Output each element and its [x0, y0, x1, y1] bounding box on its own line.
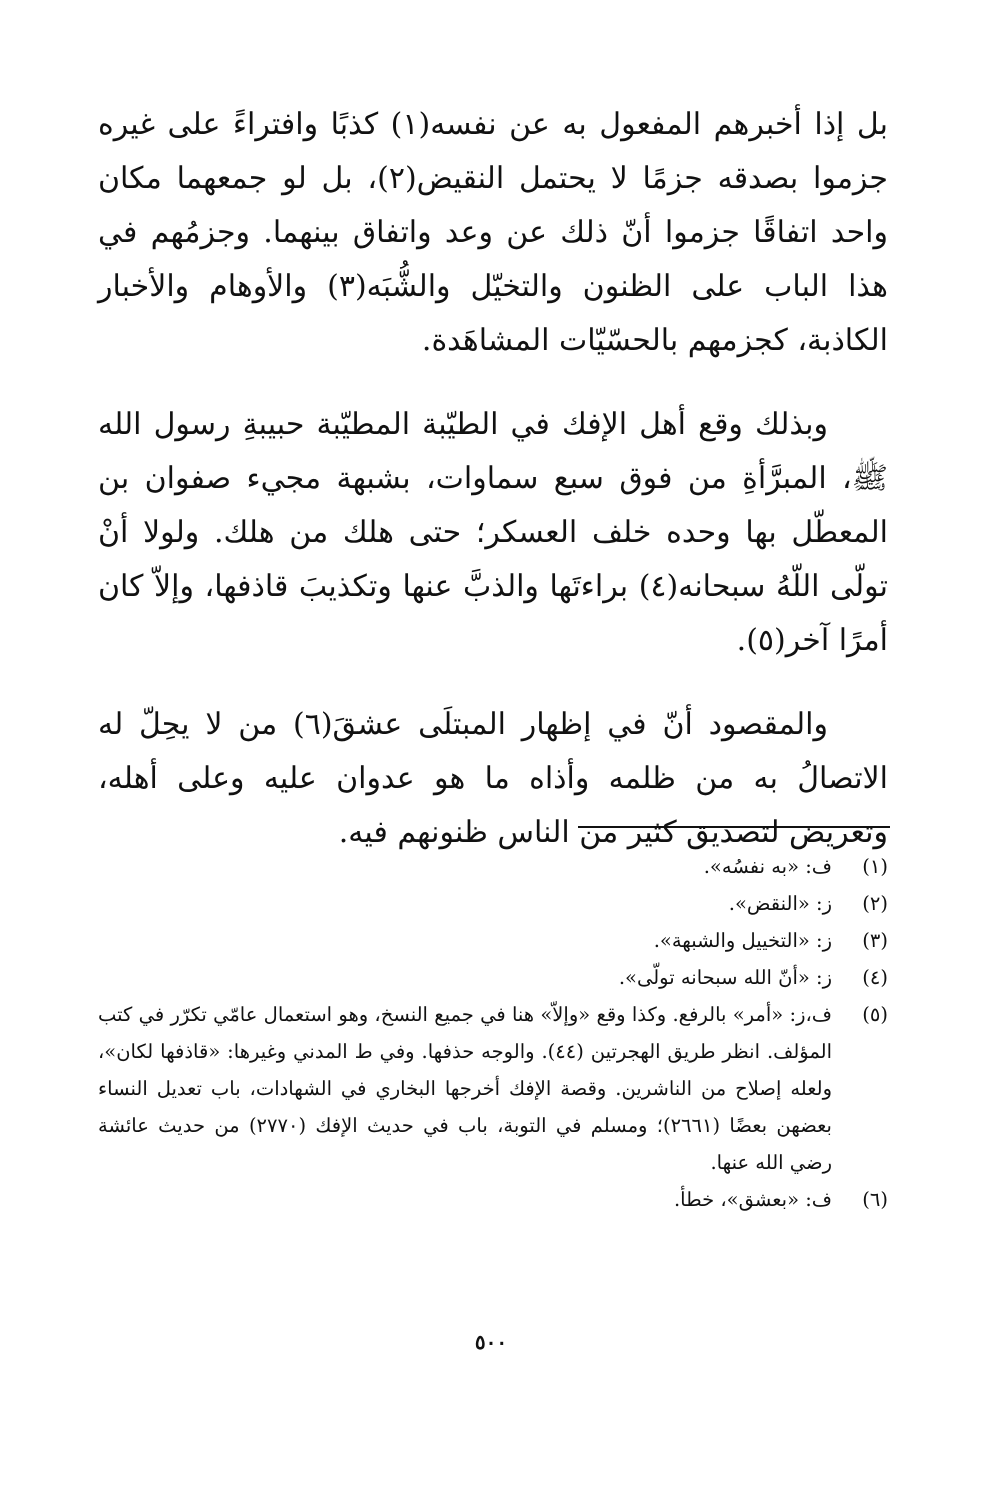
- paragraph-2: وبذلك وقع أهل الإفك في الطيّبة المطيّبة حبيبةِ رسول الله ﷺ، المبرَّأةِ من فوق سبع سماوات، بشبهة مجيء صفوان بن المعطّل بها وحده خلف العسكر؛ حتى هلك من هلك. ولولا أنْ تولّى اللّهُ سبحانه(٤) براءتَها والذبَّ عنها وتكذيبَ قاذفها، وإلاّ كان أمرًا آخر(٥).: [98, 407, 889, 658]
- footnote-text: ف،ز: «أمر» بالرفع. وكذا وقع «وإلاّ» هنا في جميع النسخ، وهو استعمال عامّي تكرّر في كتب المؤلف. انظر طريق الهجرتين (٤٤). والوجه حذفها. وفي ط المدني وغيرها: «قاذفها لكان»، ولعله إصلاح من الناشرين. وقصة الإفك أخرجها البخاري في الشهادات، باب تعديل النساء بعضهن بعضًا (٢٦٦١)؛ ومسلم في التوبة، باب في حديث الإفك (٢٧٧٠) من حديث عائشة رضي الله عنها.: [98, 1003, 832, 1174]
- footnote-4: [98, 959, 888, 996]
- footnote-text: ز: «التخييل والشبهة».: [653, 929, 832, 952]
- footnote-5: [98, 996, 888, 1181]
- footnote-text: ف: «به نفسُه».: [703, 855, 832, 878]
- footnote-text: ف: «بعشق»، خطأ.: [673, 1188, 832, 1211]
- footnote-6: [98, 1181, 888, 1218]
- paragraph-1: بل إذا أخبرهم المفعول به عن نفسه(١) كذبًا وافتراءً على غيره جزموا بصدقه جزمًا لا يحتمل النقيض(٢)، بل لو جمعهما مكان واحد اتفاقًا جزموا أنّ ذلك عن وعد واتفاق بينهما. وجزمُهم في هذا الباب على الظنون والتخيّل والشُّبَه(٣) والأوهام والأخبار الكاذبة، كجزمهم بالحسّيّات المشاهَدة.: [98, 107, 889, 358]
- footnote-number: (٣): [862, 929, 888, 952]
- footnote-3: [98, 922, 888, 959]
- footnote-number: (٤): [862, 966, 888, 989]
- footnote-number: (٥): [862, 1003, 888, 1026]
- paragraph-3: والمقصود أنّ في إظهار المبتلَى عشقَ(٦) من لا يحِلّ له الاتصالُ به من ظلمه وأذاه ما هو عدوان عليه وعلى أهله، وتعريض لتصديق كثير من الناس ظنونهم فيه.: [98, 707, 888, 850]
- footnote-number: (٦): [862, 1188, 888, 1211]
- footnotes: [98, 848, 888, 1218]
- footnote-number: (١): [862, 855, 888, 878]
- footnote-text: ز: «أنّ الله سبحانه تولّى».: [618, 966, 832, 989]
- page-number: ٥٠٠: [474, 1330, 508, 1354]
- main-text: [98, 98, 888, 860]
- footnote-text: ز: «النقض».: [728, 892, 832, 915]
- footnote-1: [98, 848, 888, 885]
- footnote-2: [98, 885, 888, 922]
- footnote-number: (٢): [862, 892, 888, 915]
- footnote-separator: [578, 826, 890, 828]
